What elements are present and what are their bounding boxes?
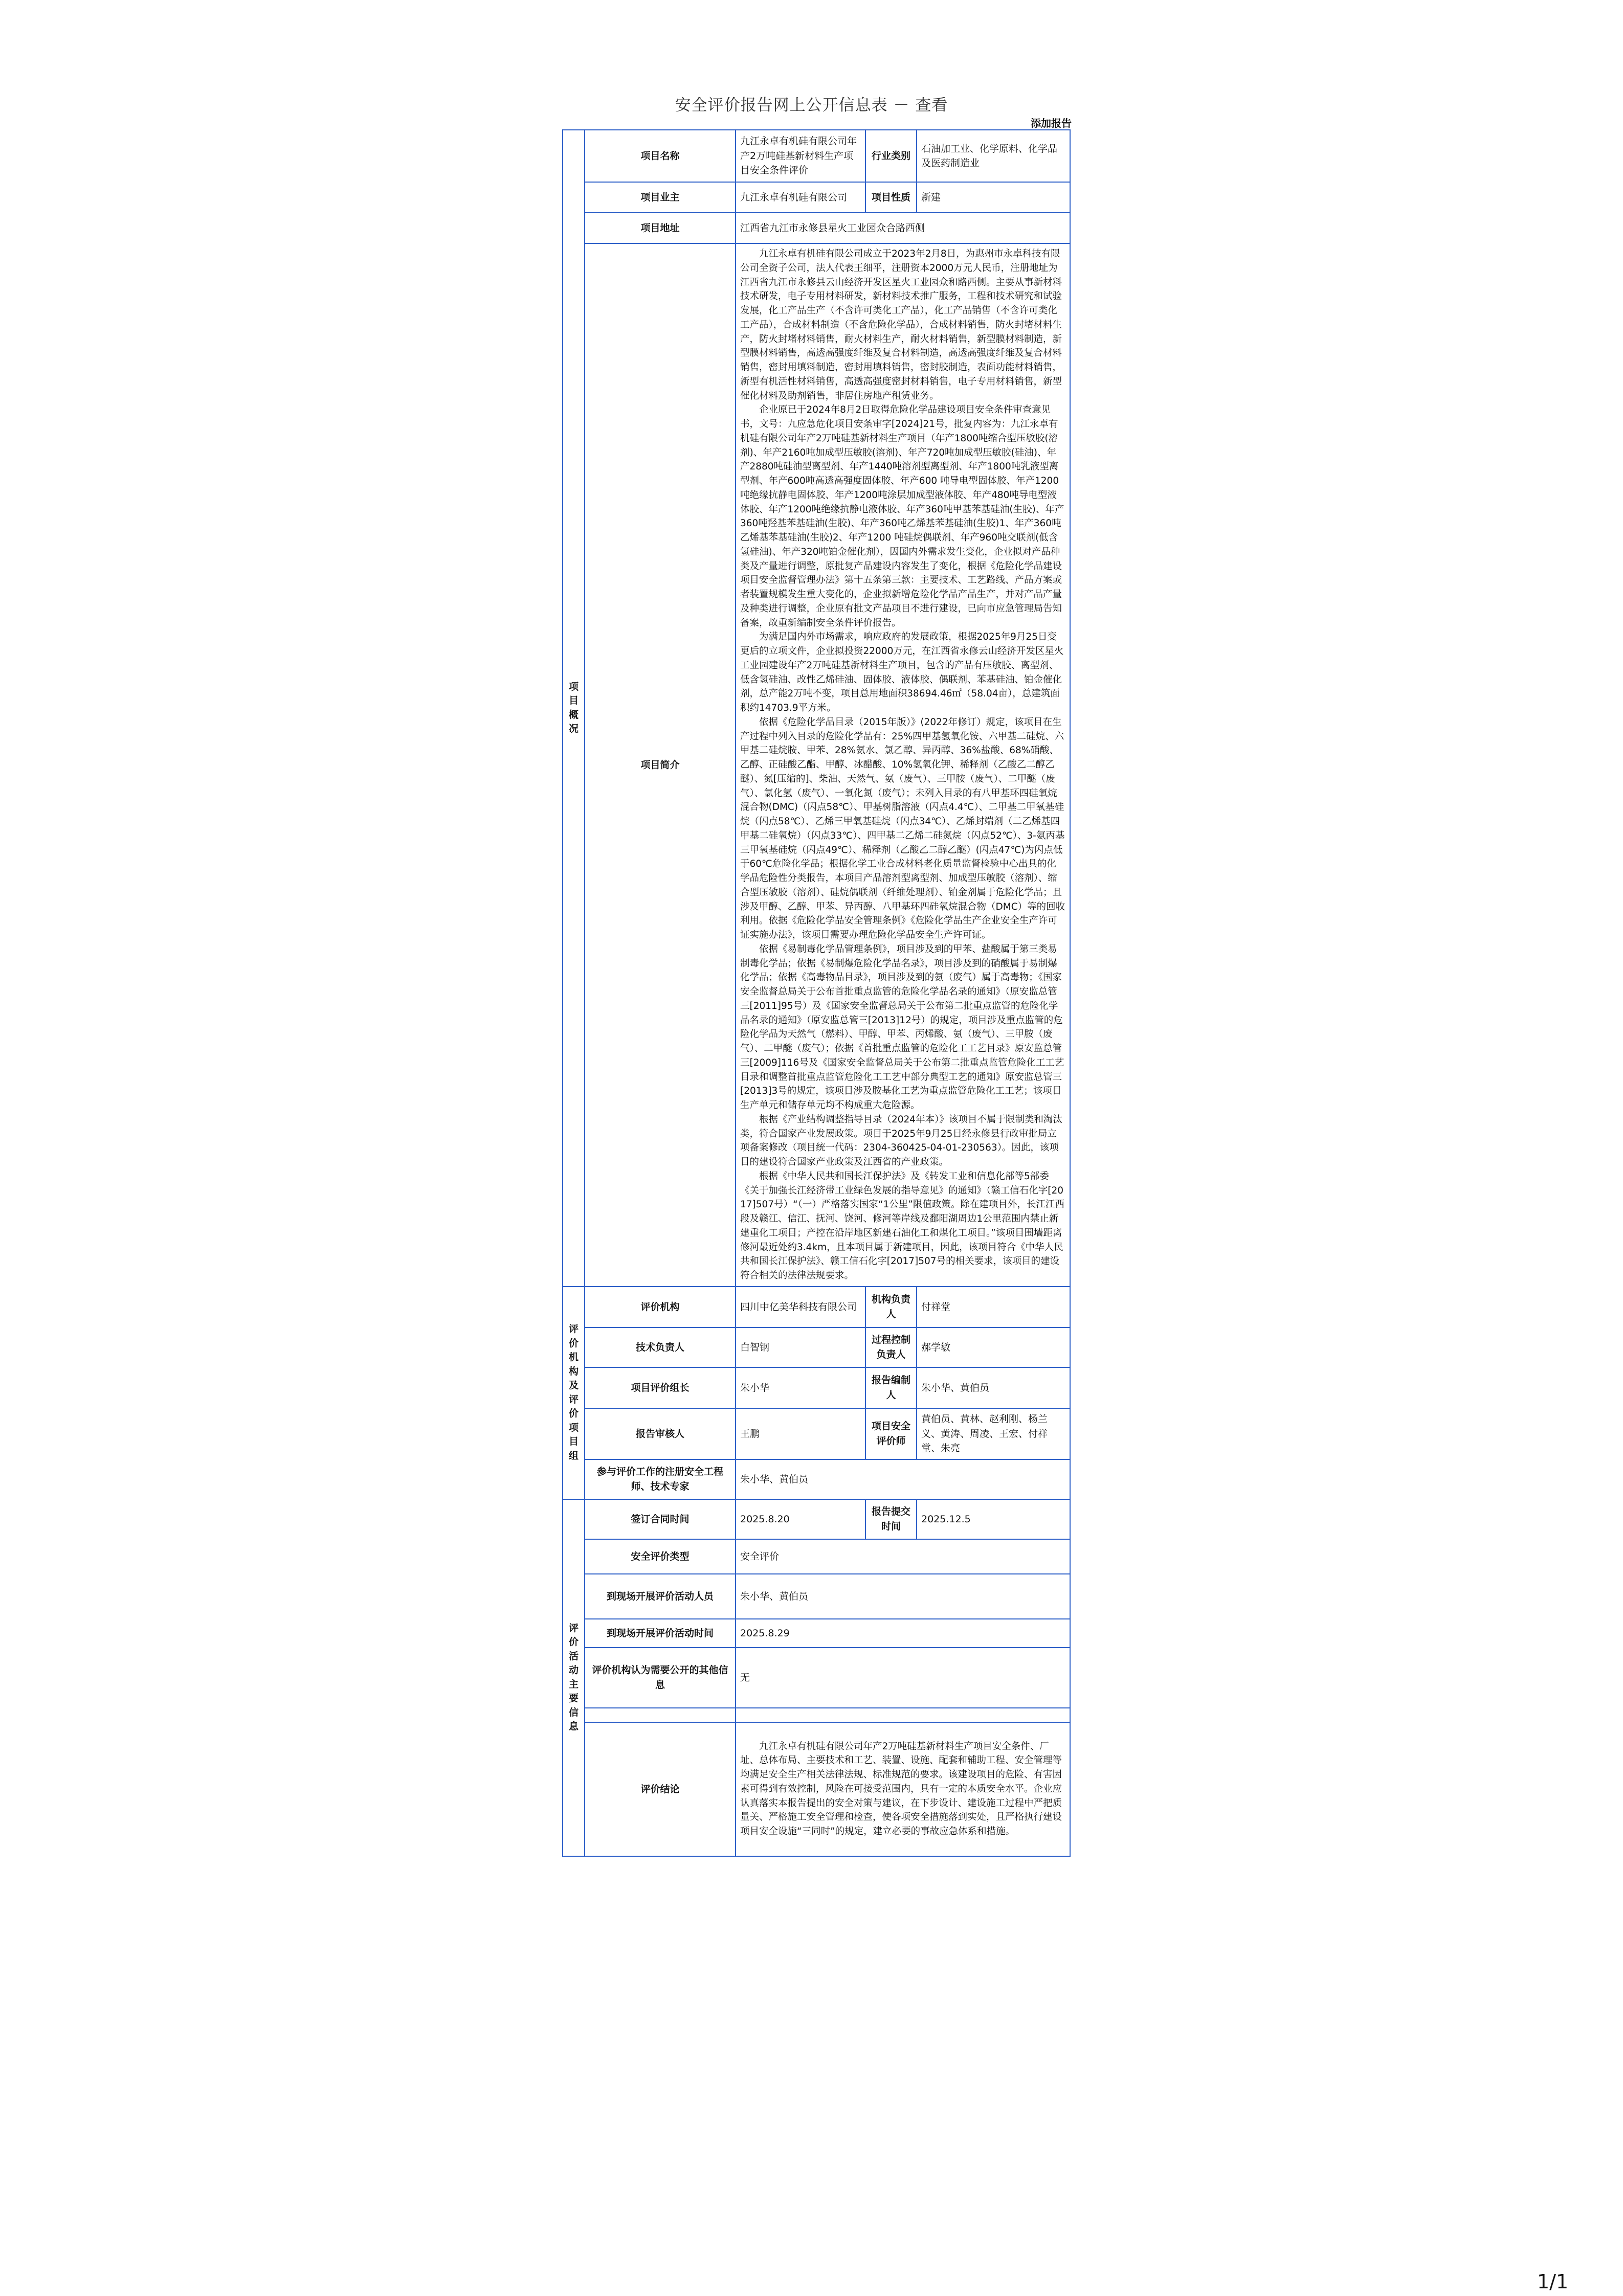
onsite-people-value: 朱小华、黄伯员 xyxy=(736,1574,1070,1619)
spacer-cell xyxy=(585,1708,736,1722)
conclusion-text: 九江永卓有机硅有限公司年产2万吨硅基新材料生产项目安全条件、厂址、总体布局、主要技术和工艺、装置、设施、配套和辅助工程、安全管理等均满足安全生产相关法律法规、标准规范的要求。该建设项目的危险、有害因素可得到有效控制，风险在可接受范围内，具有一定的本质安全水平。企业应认真落实本报告提出的安全对策与建议，在下步设计、建设施工过程中严把质量关、严格施工安全管理和检查，使各项安全措施落到实处，且严格执行建设项目安全设施“三同时”的规定，建立必要的事故应急体系和措施。 xyxy=(740,1741,1062,1837)
other-info-value: 无 xyxy=(736,1648,1070,1708)
section-agency xyxy=(563,1287,585,1499)
intro-label: 项目简介 xyxy=(585,243,736,1287)
submit-date-label: 报告提交时间 xyxy=(865,1499,917,1539)
evaluators-value: 黄伯员、黄林、赵利刚、杨兰义、黄涛、周凌、王宏、付祥堂、朱亮 xyxy=(917,1408,1070,1459)
reviewer-label: 报告审核人 xyxy=(585,1408,736,1459)
engineers-value: 朱小华、黄伯员 xyxy=(736,1459,1070,1499)
reviewer-value: 王鹏 xyxy=(736,1408,865,1459)
section-activity xyxy=(563,1499,585,1856)
intro-paragraph: 根据《产业结构调整指导目录（2024年本）》该项目不属于限制类和淘汰类，符合国家产业发展政策。项目于2025年9月25日经永修县行政审批局立项备案修改（项目统一代码：2304-360425-04-01-230563）。因此，该项目的建设符合国家产业政策及江西省的产业政策。 xyxy=(740,1114,1062,1167)
onsite-time-value: 2025.8.29 xyxy=(736,1619,1070,1648)
submit-date-value: 2025.12.5 xyxy=(917,1499,1070,1539)
tech-head-value: 白智钢 xyxy=(736,1327,865,1367)
onsite-people-label: 到现场开展评价活动人员 xyxy=(585,1574,736,1619)
onsite-time-label: 到现场开展评价活动时间 xyxy=(585,1619,736,1648)
org-head-value: 付祥堂 xyxy=(917,1287,1070,1327)
intro-paragraph: 九江永卓有机硅有限公司成立于2023年2月8日，为惠州市永卓科技有限公司全资子公司，法人代表王细平，注册资本2000万元人民币，注册地址为江西省九江市永修县云山经济开发区星火工业园众和路西侧。主要从事新材料技术研发，电子专用材料研发，新材料技术推广服务，工程和技术研究和试验发展，化工产品生产（不含许可类化工产品），化工产品销售（不含许可类化工产品），合成材料制造（不含危险化学品），合成材料销售，防火封堵材料生产，防火封堵材料销售，耐火材料生产，耐火材料销售，新型膜材料制造，新型膜材料销售，高透高强度纤维及复合材料制造，高透高强度纤维及复合材料销售，密封用填料制造，密封用填料销售，密封胶制造，表面功能材料销售，新型有机活性材料销售，高透高强度密封材料销售，电子专用材料销售，新型催化材料及助剂销售，非居住房地产租赁业务。 xyxy=(740,249,1062,401)
author-value: 朱小华、黄伯员 xyxy=(917,1367,1070,1408)
intro-paragraph: 依据《易制毒化学品管理条例》，项目涉及到的甲苯、盐酸属于第三类易制毒化学品；依据《易制爆危险化学品名录》，项目涉及到的硝酸属于易制爆化学品；依据《高毒物品目录》，项目涉及到的氨（废气）属于高毒物；《国家安全监督总局关于公布首批重点监管的危险化学品名录的通知》（原安监总管三[2011]95号）及《国家安全监督总局关于公布第二批重点监管的危险化学品名录的通知》（原安监总管三[2013]12号）的规定，项目涉及重点监管的危险化学品为天然气（燃料）、甲醇、甲苯、丙烯酸、氨（废气）、三甲胺（废气）、二甲醚（废气）；依据《首批重点监管的危险化工工艺目录》原安监总管三[2009]116号及《国家安全监督总局关于公布第二批重点监管危险化工工艺目录和调整首批重点监管危险化工工艺中部分典型工艺的通知》原安监总管三[2013]3号的规定，该项目涉及胺基化工艺为重点监管危险化工工艺；该项目生产单元和储存单元均不构成重大危险源。 xyxy=(740,943,1064,1111)
conclusion-value xyxy=(736,1722,1070,1856)
add-report-link[interactable]: 添加报告 xyxy=(1031,117,1072,129)
type-value: 安全评价 xyxy=(736,1539,1070,1574)
team-leader-value: 朱小华 xyxy=(736,1367,865,1408)
type-label: 安全评价类型 xyxy=(585,1539,736,1574)
sec-activity-label: 评 价 活 动 主 要 信 息 xyxy=(568,1622,579,1732)
engineers-label: 参与评价工作的注册安全工程师、技术专家 xyxy=(585,1459,736,1499)
address-value: 江西省九江市永修县星火工业园众合路西侧 xyxy=(736,213,1070,243)
owner-value: 九江永卓有机硅有限公司 xyxy=(736,182,865,213)
nature-value: 新建 xyxy=(917,182,1070,213)
nature-label: 项目性质 xyxy=(865,182,917,213)
team-leader-label: 项目评价组长 xyxy=(585,1367,736,1408)
intro-paragraph: 依据《危险化学品目录（2015年版）》(2022年修订）规定，该项目在生产过程中列入目录的危险化学品有：25%四甲基氢氧化铵、六甲基二硅烷、六甲基二硅烷胺、甲苯、28%氨水、氯乙醇、异丙醇、36%盐酸、68%硝酸、乙醇、正硅酸乙酯、甲醇、冰醋酸、10%氢氧化钾、稀释剂（乙酸乙二醇乙醚）、氮[压缩的]、柴油、天然气、氨（废气）、三甲胺（废气）、二甲醚（废气）、氯化氢（废气）、一氧化氮（废气）；未列入目录的有八甲基环四硅氧烷混合物(DMC)（闪点58℃）、甲基树脂溶液（闪点4.4℃）、二甲基二甲氧基硅烷（闪点58℃）、乙烯三甲氧基硅烷（闪点34℃）、乙烯封端剂（二乙烯基四甲基二硅氧烷）（闪点33℃）、四甲基二乙烯二硅氮烷（闪点52℃）、3-氨丙基三甲氧基硅烷（闪点49℃）、稀释剂（乙酸乙二醇乙醚）(闪点47℃)为闪点低于60℃危险化学品；根据化学工业合成材料老化质量监督检验中心出具的化学品危险性分类报告，本项目产品溶剂型离型剂、加成型压敏胶（溶剂）、缩合型压敏胶（溶剂）、硅烷偶联剂（纤维处理剂）、铂金剂属于危险化学品；且涉及甲醇、乙醇、甲苯、异丙醇、八甲基环四硅氧烷混合物（DMC）等的回收利用。依据《危险化学品安全管理条例》《危险化学品生产企业安全生产许可证实施办法》，该项目需要办理危险化学品安全生产许可证。 xyxy=(740,716,1065,940)
evaluators-label: 项目安全评价师 xyxy=(865,1408,917,1459)
org-label: 评价机构 xyxy=(585,1287,736,1327)
contract-date-label: 签订合同时间 xyxy=(585,1499,736,1539)
author-label: 报告编制人 xyxy=(865,1367,917,1408)
project-name-value: 九江永卓有机硅有限公司年产2万吨硅基新材料生产项目安全条件评价 xyxy=(736,130,865,182)
section-overview xyxy=(563,130,585,1287)
contract-date-value: 2025.8.20 xyxy=(736,1499,865,1539)
address-label: 项目地址 xyxy=(585,213,736,243)
owner-label: 项目业主 xyxy=(585,182,736,213)
project-name-label: 项目名称 xyxy=(585,130,736,182)
tech-head-label: 技术负责人 xyxy=(585,1327,736,1367)
org-value: 四川中亿美华科技有限公司 xyxy=(736,1287,865,1327)
info-table xyxy=(562,129,1071,1857)
industry-label: 行业类别 xyxy=(865,130,917,182)
spacer-cell xyxy=(736,1708,1070,1722)
sec-agency-label: 评 价 机 构 及 评 价 项 目 组 xyxy=(568,1323,579,1461)
process-head-value: 郝学敏 xyxy=(917,1327,1070,1367)
intro-paragraph: 企业原已于2024年8月2日取得危险化学品建设项目安全条件审查意见书，文号：九应急危化项目安条审字[2024]21号，批复内容为：九江永卓有机硅有限公司年产2万吨硅基新材料生产项目（年产1800吨缩合型压敏胶(溶剂)、年产2160吨加成型压敏胶(溶剂)、年产720吨加成型压敏胶(硅油)、年产2880吨硅油型离型剂、年产1440吨溶剂型离型剂、年产1800吨乳液型离型剂、年产600吨高透高强度固体胶、年产600 吨导电型固体胶、年产1200吨绝缘抗静电固体胶、年产1200吨涂层加成型液体胶、年产480吨导电型液体胶、年产1200吨绝缘抗静电液体胶、年产360吨甲基苯基硅油(生胶)、年产360吨羟基苯基硅油(生胶)、年产360吨乙烯基苯基硅油(生胶)1、年产360吨乙烯基苯基硅油(生胶)2、年产1200 吨硅烷偶联剂、年产960吨交联剂(低含氢硅油)、年产320吨铂金催化剂），因国内外需求发生变化，企业拟对产品种类及产量进行调整，原批复产品建设内容发生了变化，根据《危险化学品建设项目安全监督管理办法》第十五条第三款：主要技术、工艺路线、产品方案或者装置规模发生重大变化的，企业拟新增危险化学品产品生产，并对产品产量及种类进行调整，企业原有批文产品项目不进行建设，已向市应急管理局告知备案，故重新编制安全条件评价报告。 xyxy=(740,404,1064,628)
project-intro xyxy=(736,243,1070,1287)
process-head-label: 过程控制负责人 xyxy=(865,1327,917,1367)
page-counter: 1/1 xyxy=(1537,2270,1569,2293)
intro-paragraph: 为满足国内外市场需求，响应政府的发展政策，根据2025年9月25日变更后的立项文件，企业拟投资22000万元，在江西省永修云山经济开发区星火工业园建设年产2万吨硅基新材料生产项目，包含的产品有压敏胶、离型剂、低含氢硅油、改性乙烯硅油、固体胶、液体胶、偶联剂、苯基硅油、铂金催化剂，总产能2万吨不变，项目总用地面积38694.46㎡（58.04亩），总建筑面积约14703.9平方米。 xyxy=(740,632,1064,713)
page-title: 安全评价报告网上公开信息表 － 查看 xyxy=(675,96,948,115)
industry-value: 石油加工业、化学原料、化学品及医药制造业 xyxy=(917,130,1070,182)
conclusion-label: 评价结论 xyxy=(585,1722,736,1856)
other-info-label: 评价机构认为需要公开的其他信息 xyxy=(585,1648,736,1708)
intro-paragraph: 根据《中华人民共和国长江保护法》及《转发工业和信息化部等5部委《关于加强长江经济带工业绿色发展的指导意见》的通知》（赣工信石化字[2017]507号）“（一）严格落实国家“1公里”限值政策。除在建项目外，长江江西段及赣江、信江、抚河、饶河、修河等岸线及鄱阳湖周边1公里范围内禁止新建重化工项目；产控在沿岸地区新建石油化工和煤化工项目。”该项目围墙距离修河最近处约3.4km，且本项目属于新建项目，因此，该项目符合《中华人民共和国长江保护法》、赣工信石化字[2017]507号的相关要求，该项目的建设符合相关的法律法规要求。 xyxy=(740,1170,1064,1281)
sec-overview-label: 项 目 概 况 xyxy=(568,681,579,735)
org-head-label: 机构负责人 xyxy=(865,1287,917,1327)
